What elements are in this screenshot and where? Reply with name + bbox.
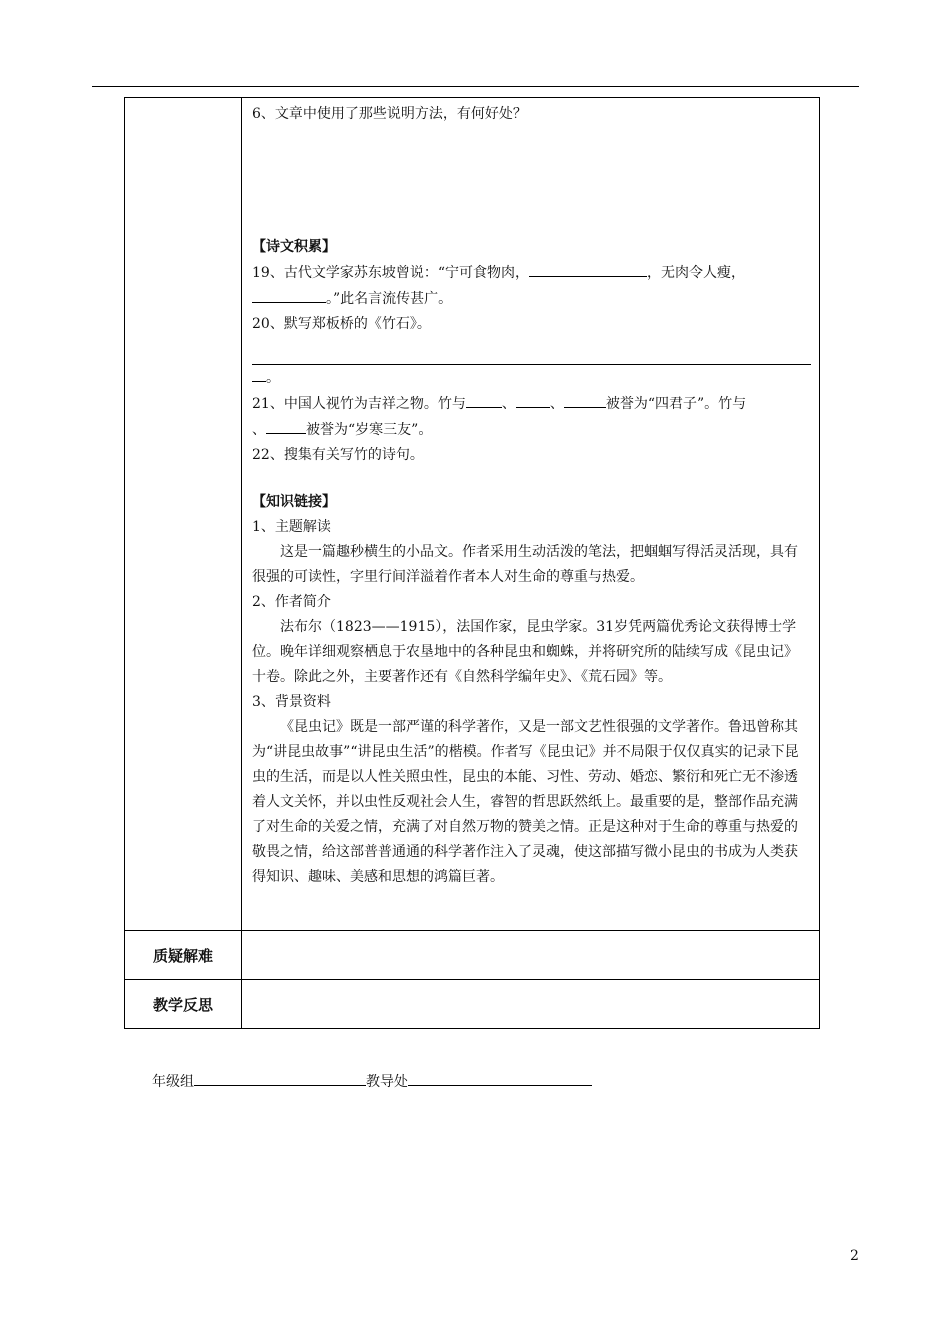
knowledge-1-title: 1、主题解读 [252,519,331,535]
page-number: 2 [850,1248,859,1264]
office-blank[interactable] [408,1071,592,1086]
section-poetry-title: 【诗文积累】 [252,239,336,255]
blank-21-1[interactable] [466,391,502,408]
main-row [125,98,820,931]
content-cell [242,98,820,931]
reflection-cell[interactable] [242,980,820,1029]
reflection-label: 教学反思 [125,980,242,1029]
blank-19-2[interactable] [252,286,326,303]
doubts-cell[interactable] [242,931,820,980]
knowledge-2-body: 法布尔（1823——1915），法国作家，昆虫学家。31岁凭两篇优秀论文获得博士学位。晚年详细观察栖息于农垦地中的各种昆虫和蜘蛛，并将研究所的陆续写成《昆虫记》十卷。除此之外，主要著作还有《自然科学编年史》、《荒石园》等。 [252,619,798,685]
footer-signatures [152,1071,592,1091]
blank-20-tail[interactable] [252,365,266,382]
office-label: 教导处 [366,1074,408,1090]
question-21: 21、中国人视竹为吉祥之物。竹与 、 、 被誉为“四君子”。竹与 、 被誉为“岁寒三友”。 [252,391,811,443]
question-20: 20、默写郑板桥的《竹石》。 [252,316,431,332]
doubts-label: 质疑解难 [125,931,242,980]
knowledge-1-body: 这是一篇趣秒横生的小品文。作者采用生动活泼的笔法，把蝈蝈写得活灵活现，具有很强的可读性，字里行间洋溢着作者本人对生命的尊重与热爱。 [252,544,798,585]
knowledge-3-body: 《昆虫记》既是一部严谨的科学著作，又是一部文艺性很强的文学著作。鲁迅曾称其为“讲昆虫故事”“讲昆虫生活”的楷模。作者写《昆虫记》并不局限于仅仅真实的记录下昆虫的生活，而是以人性关照虫性，昆虫的本能、习性、劳动、婚恋、繁衍和死亡无不渗透着人文关怀，并以虫性反观社会人生，睿智的哲思跃然纸上。最重要的是，整部作品充满了对生命的关爱之情，充满了对自然万物的赞美之情。正是这种对于生命的尊重与热爱的敬畏之情，给这部普普通通的科学著作注入了灵魂，使这部描写微小昆虫的书成为人类获得知识、趣味、美感和思想的鸿篇巨著。 [252,719,799,885]
grade-group-label: 年级组 [152,1074,194,1090]
question-22: 22、搜集有关写竹的诗句。 [252,447,424,463]
section-knowledge-title: 【知识链接】 [252,494,336,510]
reflection-row [125,980,820,1029]
header-rule [92,86,859,87]
left-empty-cell [125,98,242,931]
doubts-row [125,931,820,980]
answer-space [252,127,811,231]
grade-group-blank[interactable] [194,1071,366,1086]
blank-21-3[interactable] [564,391,606,408]
question-19: 19、古代文学家苏东坡曾说：“宁可食物肉， ，无肉令人瘦， 。”此名言流传甚广。 [252,260,811,312]
blank-21-4[interactable] [266,417,306,434]
knowledge-2-title: 2、作者简介 [252,594,331,610]
knowledge-3-title: 3、背景资料 [252,694,331,710]
blank-21-2[interactable] [516,391,550,408]
lesson-table [124,97,820,1029]
question-20-end: 。 [252,365,811,391]
question-6: 6、文章中使用了那些说明方法，有何好处？ [252,106,527,122]
blank-19-1[interactable] [529,260,647,277]
blank-20-line[interactable] [252,337,811,365]
